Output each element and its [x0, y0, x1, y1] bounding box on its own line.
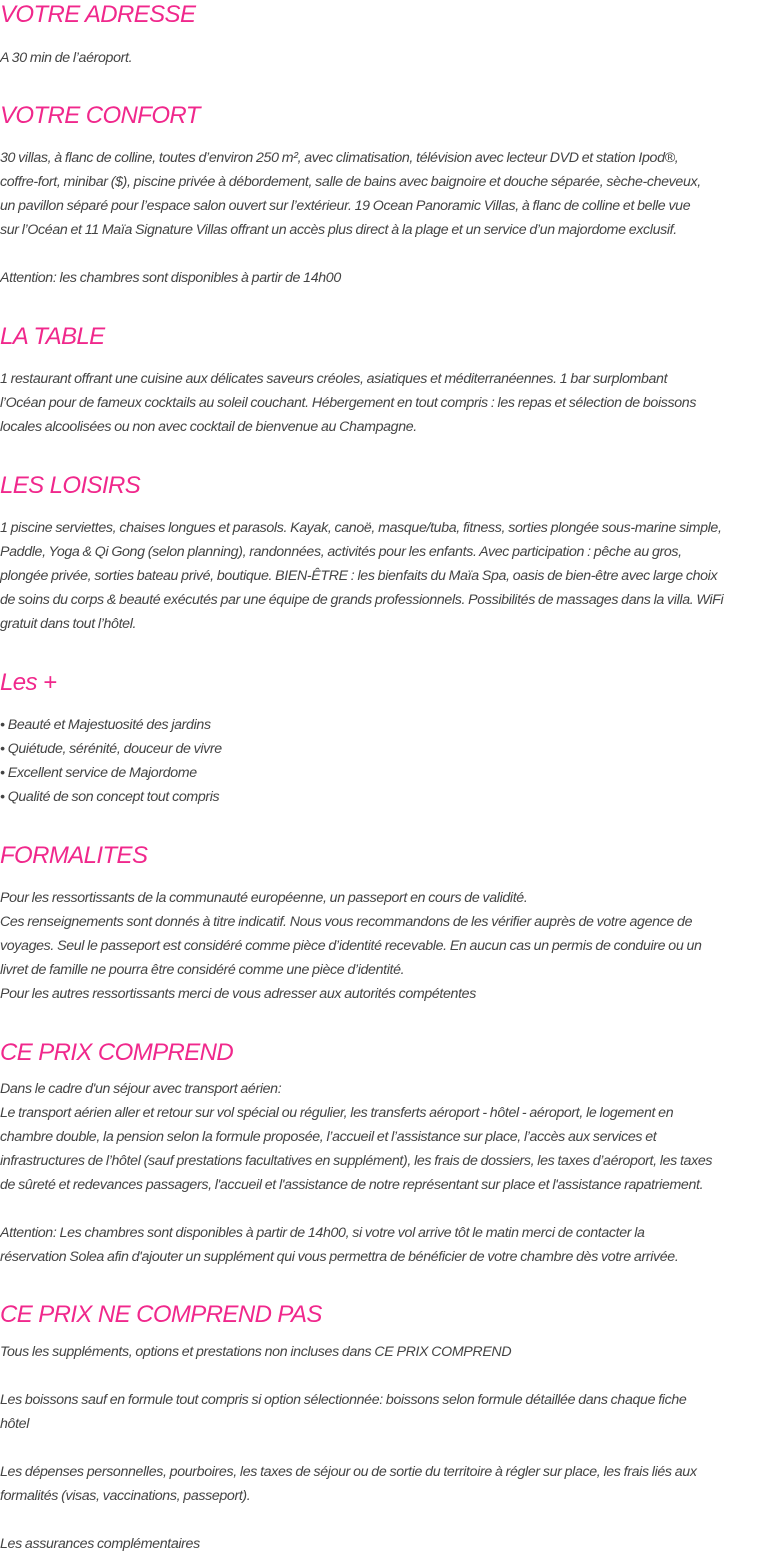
text-line: Attention: les chambres sont disponibles à partir de 14h00: [0, 270, 341, 286]
text-line: Attention: Les chambres sont disponibles à partir de 14h00, si votre vol arrive tôt le matin merci de contacter la: [0, 1225, 645, 1241]
section-title-adresse: VOTRE ADRESSE: [0, 1, 196, 28]
text-line: gratuit dans tout l’hôtel.: [0, 616, 137, 632]
text-line: A 30 min de l’aéroport.: [0, 50, 133, 66]
text-line: de sûreté et redevances passagers, l'accueil et l'assistance de notre représentant sur place et l'assistance rapatriement.: [0, 1177, 704, 1193]
text-line: chambre double, la pension selon la formule proposée, l’accueil et l’assistance sur place, l’accès aux services et: [0, 1129, 657, 1145]
text-line: Paddle, Yoga & Qi Gong (selon planning), randonnées, activités pour les enfants. Avec participation : pêche au gros,: [0, 544, 682, 560]
text-line: Tous les suppléments, options et prestations non incluses dans CE PRIX COMPREND: [0, 1344, 512, 1360]
text-line: 30 villas, à flanc de colline, toutes d’environ 250 m², avec climatisation, télévision avec lecteur DVD et station Ipod®,: [0, 150, 679, 166]
table-text: [0, 367, 758, 439]
text-line: un pavillon séparé pour l’espace salon ouvert sur l’extérieur. 19 Ocean Panoramic Villas, à flanc de colline et belle vue: [0, 198, 691, 214]
section-title-loisirs: LES LOISIRS: [0, 472, 141, 499]
text-line: 1 restaurant offrant une cuisine aux délicates saveurs créoles, asiatiques et méditerranéennes. 1 bar surplombant: [0, 371, 668, 387]
text-line: infrastructures de l’hôtel (sauf prestations facultatives en supplément), les frais de dossiers, les taxes d’aéroport, les taxes: [0, 1153, 713, 1169]
section-title-ne-comprend-pas: CE PRIX NE COMPREND PAS: [0, 1301, 322, 1328]
text-line: Pour les autres ressortissants merci de vous adresser aux autorités compétentes: [0, 986, 476, 1002]
confort-text: [0, 146, 758, 242]
text-line: locales alcoolisées ou non avec cocktail de bienvenue au Champagne.: [0, 419, 417, 435]
text-line: hôtel: [0, 1416, 30, 1432]
section-title-comprend: CE PRIX COMPREND: [0, 1039, 234, 1066]
text-line: coffre-fort, minibar ($), piscine privée à débordement, salle de bains avec baignoire et douche séparée, sèche-cheveux,: [0, 174, 701, 190]
text-line: Pour les ressortissants de la communauté européenne, un passeport en cours de validité.: [0, 890, 528, 906]
ne-comprend-pas-para-4: [0, 1532, 758, 1556]
text-line: Dans le cadre d'un séjour avec transport aérien:: [0, 1081, 282, 1097]
comprend-text: [0, 1077, 758, 1197]
section-title-table: LA TABLE: [0, 323, 105, 350]
confort-note: [0, 266, 758, 290]
list-item: • Beauté et Majestuosité des jardins: [0, 717, 211, 733]
plus-list: [0, 713, 758, 809]
text-line: plongée privée, sorties bateau privé, boutique. BIEN-ÊTRE : les bienfaits du Maïa Spa, oasis de bien-être avec large choix: [0, 568, 718, 584]
loisirs-text: [0, 516, 758, 636]
text-line: Les assurances complémentaires: [0, 1536, 200, 1552]
section-title-plus: Les +: [0, 669, 57, 696]
list-item: • Qualité de son concept tout compris: [0, 789, 220, 805]
adresse-text: [0, 46, 758, 70]
section-title-confort: VOTRE CONFORT: [0, 102, 200, 129]
text-line: réservation Solea afin d'ajouter un supplément qui vous permettra de bénéficier de votre chambre dès votre arrivée.: [0, 1249, 679, 1265]
comprend-note: [0, 1221, 758, 1269]
text-line: sur l’Océan et 11 Maïa Signature Villas offrant un accès plus direct à la plage et un service d’un majordome exclusif.: [0, 222, 677, 238]
formalites-text: [0, 886, 758, 1006]
ne-comprend-pas-para-3: [0, 1460, 758, 1508]
text-line: Le transport aérien aller et retour sur vol spécial ou régulier, les transferts aéroport - hôtel - aéroport, le logement en: [0, 1105, 674, 1121]
text-line: formalités (visas, vaccinations, passeport).: [0, 1488, 251, 1504]
section-title-formalites: FORMALITES: [0, 842, 148, 869]
list-item: • Excellent service de Majordome: [0, 765, 197, 781]
text-line: 1 piscine serviettes, chaises longues et parasols. Kayak, canoë, masque/tuba, fitness, sorties plongée sous-marine simple,: [0, 520, 722, 536]
list-item: • Quiétude, sérénité, douceur de vivre: [0, 741, 222, 757]
ne-comprend-pas-para-1: [0, 1340, 758, 1364]
text-line: l’Océan pour de fameux cocktails au soleil couchant. Hébergement en tout compris : les repas et sélection de boissons: [0, 395, 697, 411]
text-line: voyages. Seul le passeport est considéré comme pièce d’identité recevable. En aucun cas un permis de conduire ou un: [0, 938, 702, 954]
text-line: de soins du corps & beauté exécutés par une équipe de grands professionnels. Possibilités de massages dans la villa. WiFi: [0, 592, 724, 608]
text-line: Ces renseignements sont donnés à titre indicatif. Nous vous recommandons de les vérifier auprès de votre agence de: [0, 914, 693, 930]
text-line: Les boissons sauf en formule tout compris si option sélectionnée: boissons selon formule détaillée dans chaque fiche: [0, 1392, 687, 1408]
text-line: livret de famille ne pourra être considéré comme une pièce d’identité.: [0, 962, 405, 978]
ne-comprend-pas-para-2: [0, 1388, 758, 1436]
text-line: Les dépenses personnelles, pourboires, les taxes de séjour ou de sortie du territoire à régler sur place, les frais liés aux: [0, 1464, 697, 1480]
